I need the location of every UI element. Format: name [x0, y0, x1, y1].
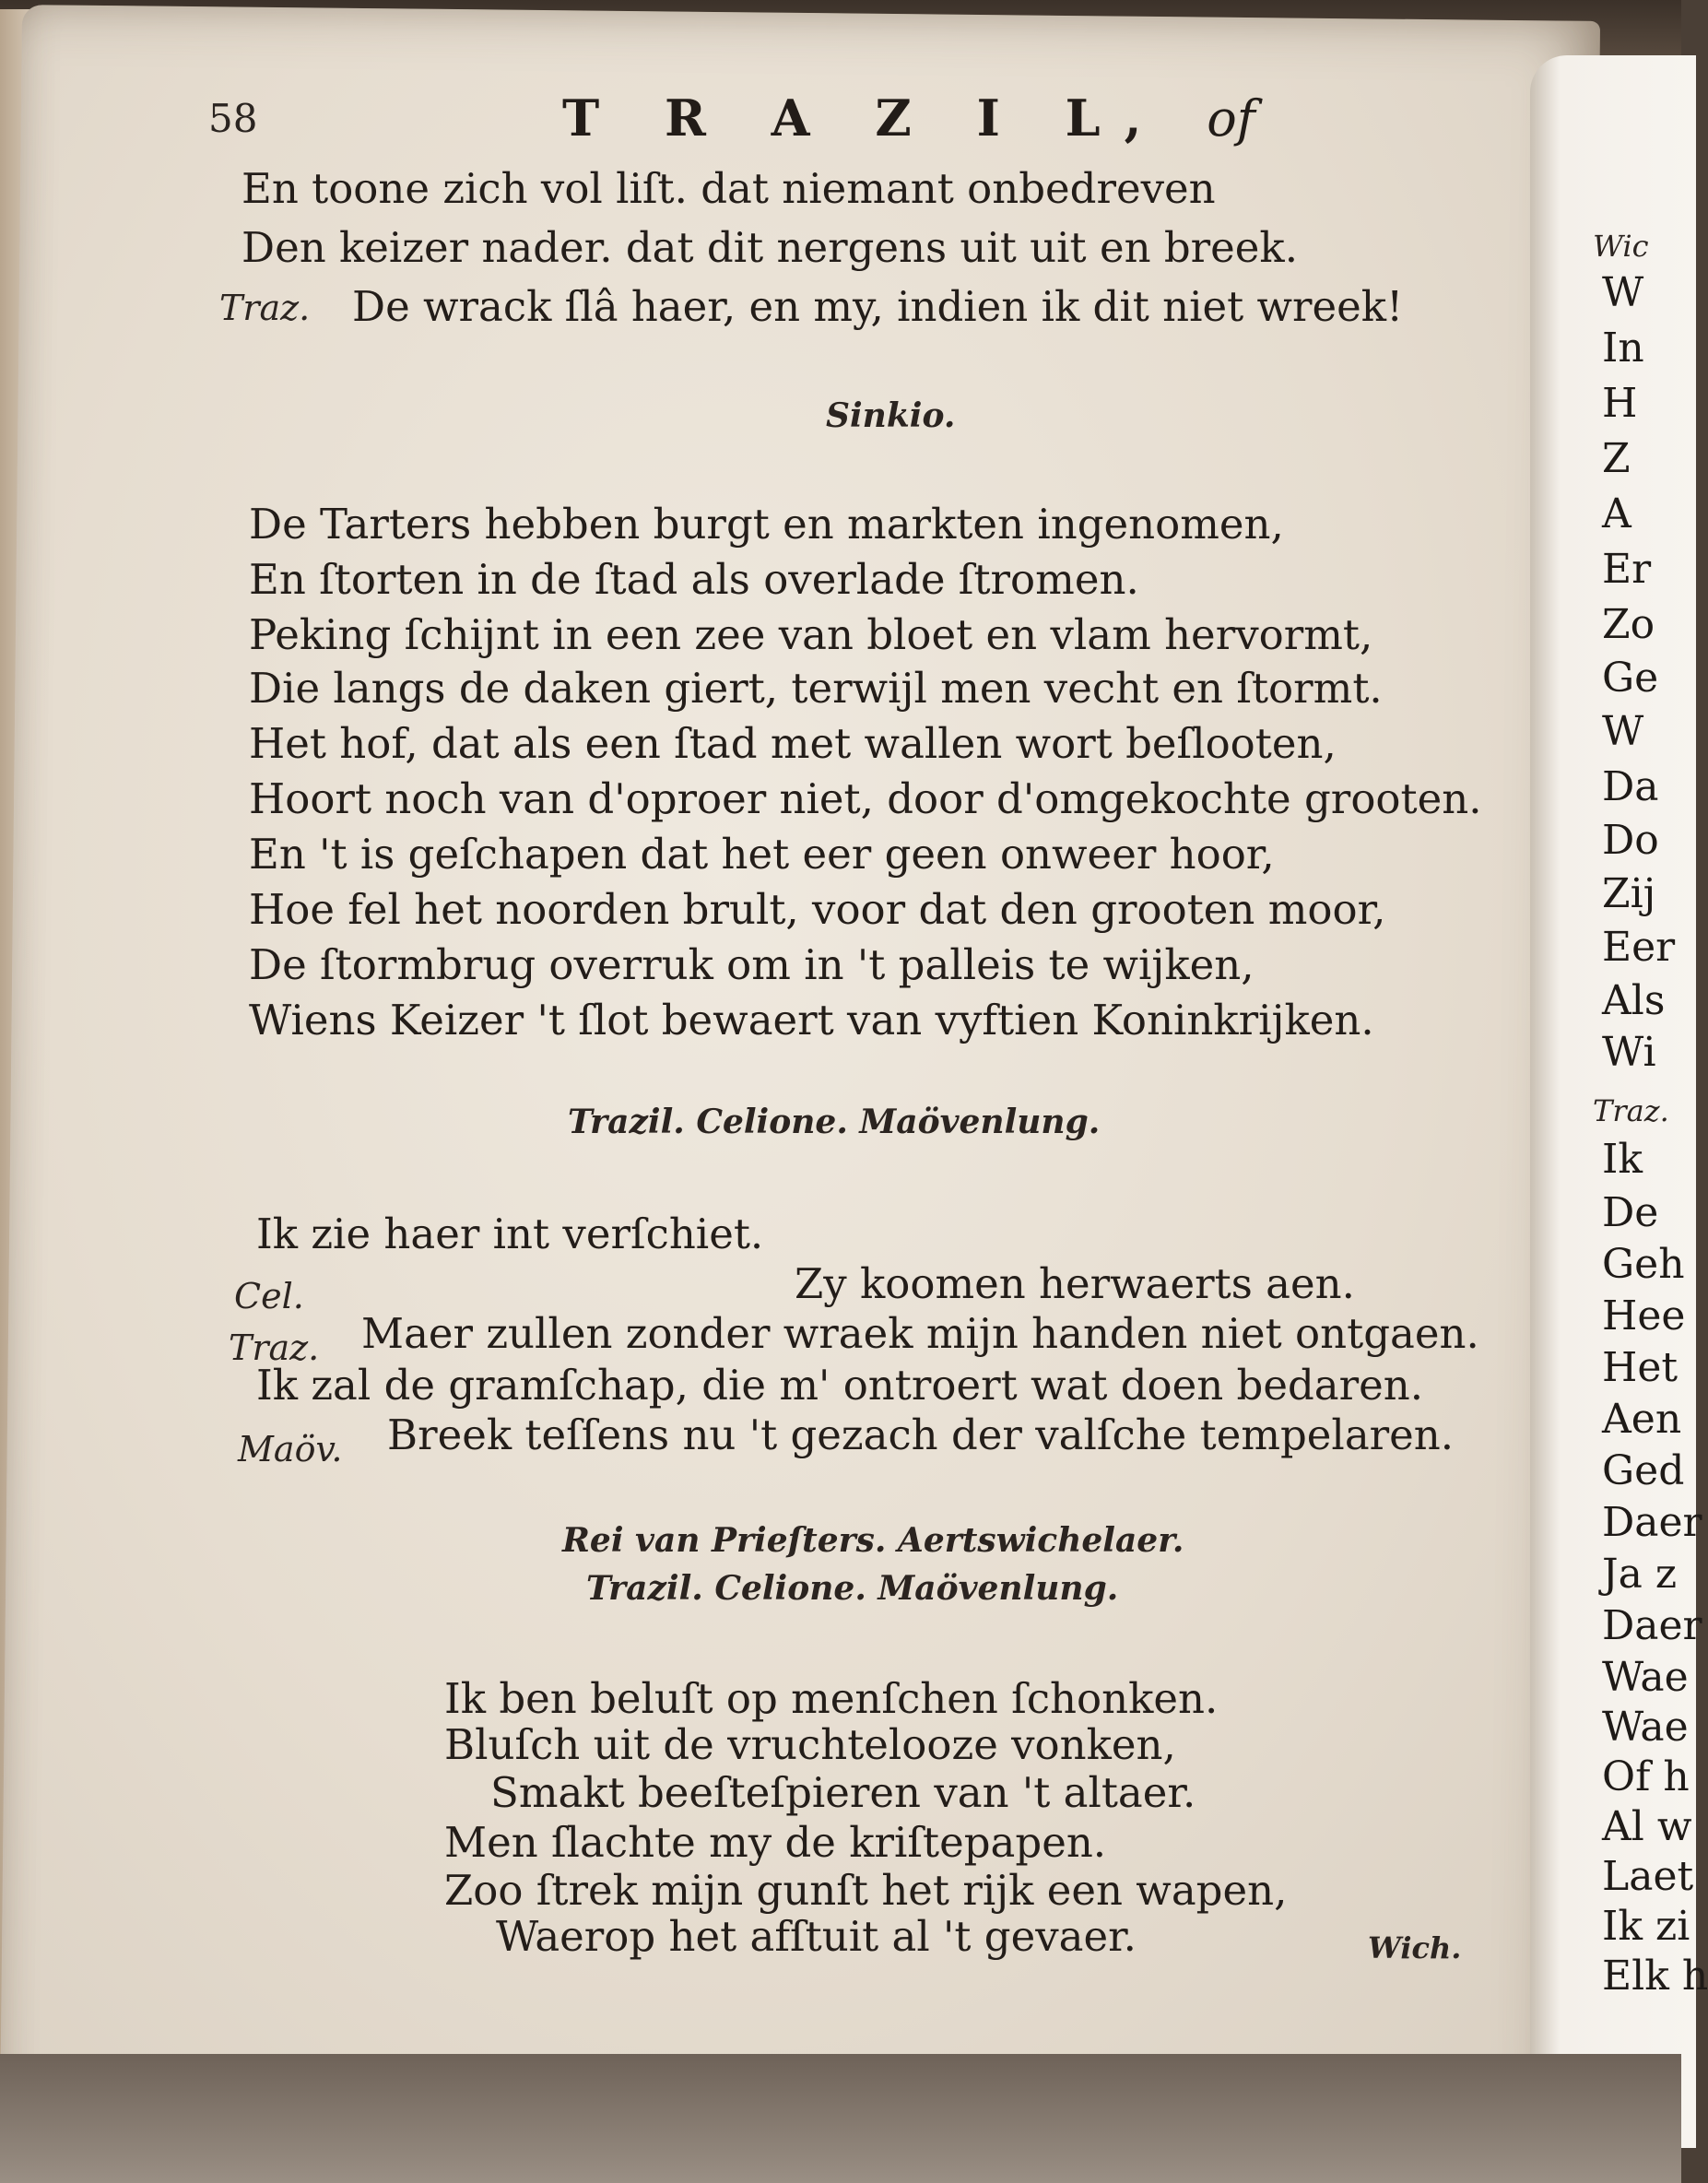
verse-line: Wiens Keizer 't ſlot bewaert van vyftien Koninkrijken.	[249, 996, 1374, 1044]
facing-page-fragment: Of h	[1602, 1753, 1690, 1800]
speaker-label: Cel.	[234, 1276, 304, 1316]
verse-line: Men ſlachte my de kriſtepapen.	[444, 1818, 1107, 1867]
verse-line: Maer zullen zonder wraek mijn handen niet ontgaen.	[361, 1309, 1479, 1358]
facing-page-fragment: Daer	[1602, 1602, 1702, 1649]
facing-page-fragment: Elk h	[1602, 1953, 1708, 2000]
facing-page-fragment: Da	[1602, 763, 1659, 810]
facing-page-fragment: Aen	[1602, 1396, 1682, 1443]
facing-page-fragment: H	[1602, 380, 1638, 427]
catchword: Wich.	[1368, 1930, 1462, 1965]
facing-page-fragment: Wae	[1602, 1654, 1689, 1701]
facing-page-fragment: Wae	[1602, 1704, 1689, 1751]
facing-page-fragment: W	[1602, 708, 1644, 755]
facing-page-fragment: W	[1602, 269, 1644, 316]
facing-page-fragment: Ik	[1602, 1136, 1643, 1183]
verse-line: Ik zie haer int verſchiet.	[256, 1210, 764, 1258]
verse-line: En 't is geſchapen dat het eer geen onweer hoor,	[249, 830, 1275, 879]
facing-page-fragment: Zo	[1602, 601, 1655, 648]
verse-line: De wrack ſlâ haer, en my, indien ik dit niet wreek!	[352, 282, 1404, 331]
facing-page-fragment: Geh	[1602, 1241, 1685, 1288]
verse-line: Zoo ſtrek mijn gunſt het rijk een wapen,	[444, 1866, 1288, 1915]
facing-page-fragment: Wic	[1593, 229, 1649, 264]
running-head-title: T R A Z I L,	[562, 88, 1166, 148]
facing-page-fragment: Het	[1602, 1344, 1679, 1391]
verse-line: Breek teſſens nu 't gezach der valſche tempelaren.	[387, 1410, 1455, 1459]
verse-line: Ik zal de gramſchap, die m' ontroert wat doen bedaren.	[256, 1361, 1424, 1410]
facing-page-fragment: De	[1602, 1189, 1659, 1236]
facing-page-fragment: Ja z	[1602, 1551, 1678, 1598]
speaker-label: Maöv.	[238, 1429, 343, 1469]
running-head-suffix: of	[1207, 89, 1255, 148]
scene-heading: Rei van Prieſters. Aertswichelaer.	[562, 1521, 1184, 1560]
facing-page-fragment: Ge	[1602, 655, 1659, 702]
speaker-label: Traz.	[219, 288, 311, 328]
facing-page-fragment: Wi	[1602, 1029, 1656, 1076]
facing-page-speaker: Traz.	[1593, 1093, 1669, 1128]
verse-line: De ſtormbrug overruk om in 't palleis te wijken,	[249, 940, 1254, 989]
facing-page-fragment: Eer	[1602, 924, 1676, 971]
verse-line: Den keizer nader. dat dit nergens uit uit en breek.	[241, 223, 1299, 272]
facing-page-fragment: Als	[1602, 977, 1666, 1024]
verse-line: Hoe fel het noorden brult, voor dat den grooten moor,	[249, 885, 1386, 934]
verse-line: Hoort noch van d'oproer niet, door d'omgekochte grooten.	[249, 774, 1482, 823]
scene-heading: Trazil. Celione. Maövenlung.	[586, 1569, 1119, 1608]
facing-page-fragment: Ged	[1602, 1447, 1685, 1494]
running-head	[562, 88, 1255, 148]
facing-page-fragment: Er	[1602, 546, 1652, 593]
verse-line: Peking ſchijnt in een zee van bloet en vlam hervormt,	[249, 610, 1373, 659]
verse-line: De Tarters hebben burgt en markten ingenomen,	[249, 500, 1284, 549]
facing-page-fragment: Hee	[1602, 1292, 1686, 1339]
scene-heading: Trazil. Celione. Maövenlung.	[568, 1103, 1101, 1141]
facing-page-fragment: Z	[1602, 435, 1631, 482]
facing-page-fragment: Daer	[1602, 1499, 1702, 1546]
facing-page-fragment: Zij	[1602, 870, 1656, 917]
verse-line: Smakt beeſteſpieren van 't altaer.	[490, 1768, 1196, 1817]
verse-line: Die langs de daken giert, terwijl men vecht en ſtormt.	[249, 664, 1383, 713]
verse-line: Waerop het afſtuit al 't gevaer.	[496, 1912, 1137, 1961]
speaker-label: Traz.	[229, 1328, 320, 1368]
facing-page-fragment: Do	[1602, 817, 1659, 864]
verse-line: Ik ben beluſt op menſchen ſchonken.	[444, 1674, 1219, 1723]
page-number: 58	[208, 96, 258, 141]
facing-page-fragment: Laet	[1602, 1853, 1694, 1900]
verse-line: En toone zich vol liſt. dat niemant onbedreven	[241, 164, 1216, 213]
verse-line: Bluſch uit de vruchtelooze vonken,	[444, 1720, 1176, 1769]
verse-line: Zy koomen herwaerts aen.	[795, 1259, 1355, 1308]
facing-page-fragment: A	[1602, 490, 1631, 537]
facing-page-fragment: Al w	[1602, 1803, 1692, 1850]
scene-heading: Sinkio.	[826, 396, 956, 435]
verse-line: En ſtorten in de ſtad als overlade ſtromen.	[249, 555, 1139, 604]
facing-page-fragment: In	[1602, 324, 1644, 372]
facing-page-fragment: Ik zi	[1602, 1903, 1690, 1950]
verse-line: Het hof, dat als een ſtad met wallen wort beſlooten,	[249, 719, 1337, 768]
background-bottom	[0, 2054, 1681, 2183]
